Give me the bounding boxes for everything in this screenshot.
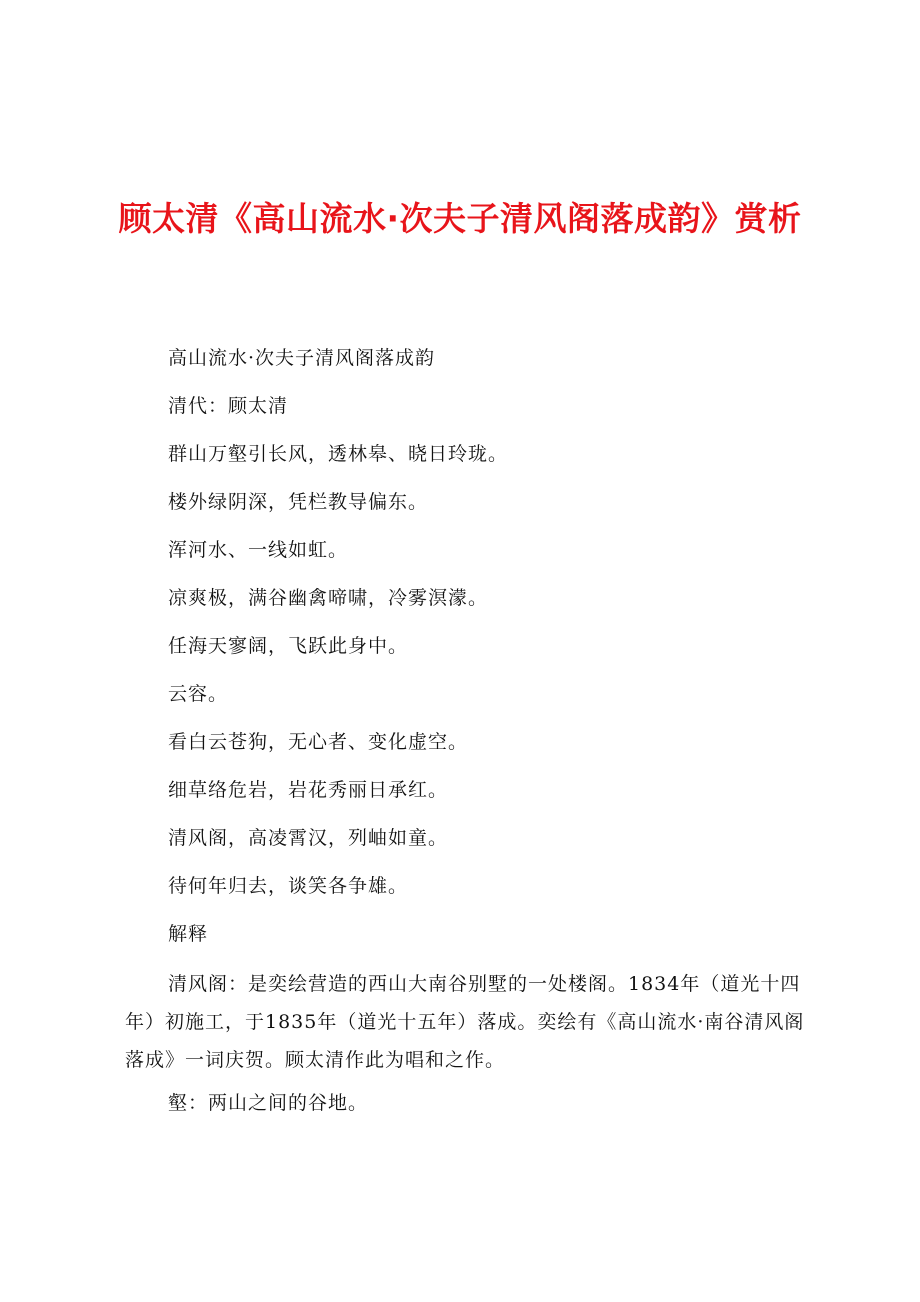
note-paragraph: 清风阁：是奕绘营造的西山大南谷别墅的一处楼阁。1834年（道光十四年）初施工，于1835年（道光十五年）落成。奕绘有《高山流水·南谷清风阁落成》一词庆贺。顾太清作此为唱和之作。 [125,973,805,1071]
poem-line: 任海天寥阔，飞跃此身中。 [168,635,409,657]
note-line: 壑：两山之间的谷地。 [168,1092,369,1114]
poem-author-line: 清代：顾太清 [168,395,289,417]
poem-line: 清风阁，高凌霄汉，列岫如童。 [168,827,449,849]
poem-line: 云容。 [168,683,229,705]
poem-line: 浑河水、一线如虹。 [168,539,349,561]
poem-line: 凉爽极，满谷幽禽啼啸，冷雾溟濛。 [168,587,489,609]
poem-line: 细草络危岩，岩花秀丽日承红。 [168,779,449,801]
poem-line: 待何年归去，谈笑各争雄。 [168,875,409,897]
poem-title-line: 高山流水·次夫子清风阁落成韵 [168,347,436,369]
poem-line: 楼外绿阴深，凭栏教导偏东。 [168,491,429,513]
poem-line: 群山万壑引长风，透林皋、晓日玲珑。 [168,443,509,465]
document-title: 顾太清《高山流水·次夫子清风阁落成韵》赏析 [118,199,802,238]
section-heading-explanation: 解释 [168,923,209,945]
document-body [125,334,805,1127]
poem-line: 看白云苍狗，无心者、变化虚空。 [168,731,469,753]
